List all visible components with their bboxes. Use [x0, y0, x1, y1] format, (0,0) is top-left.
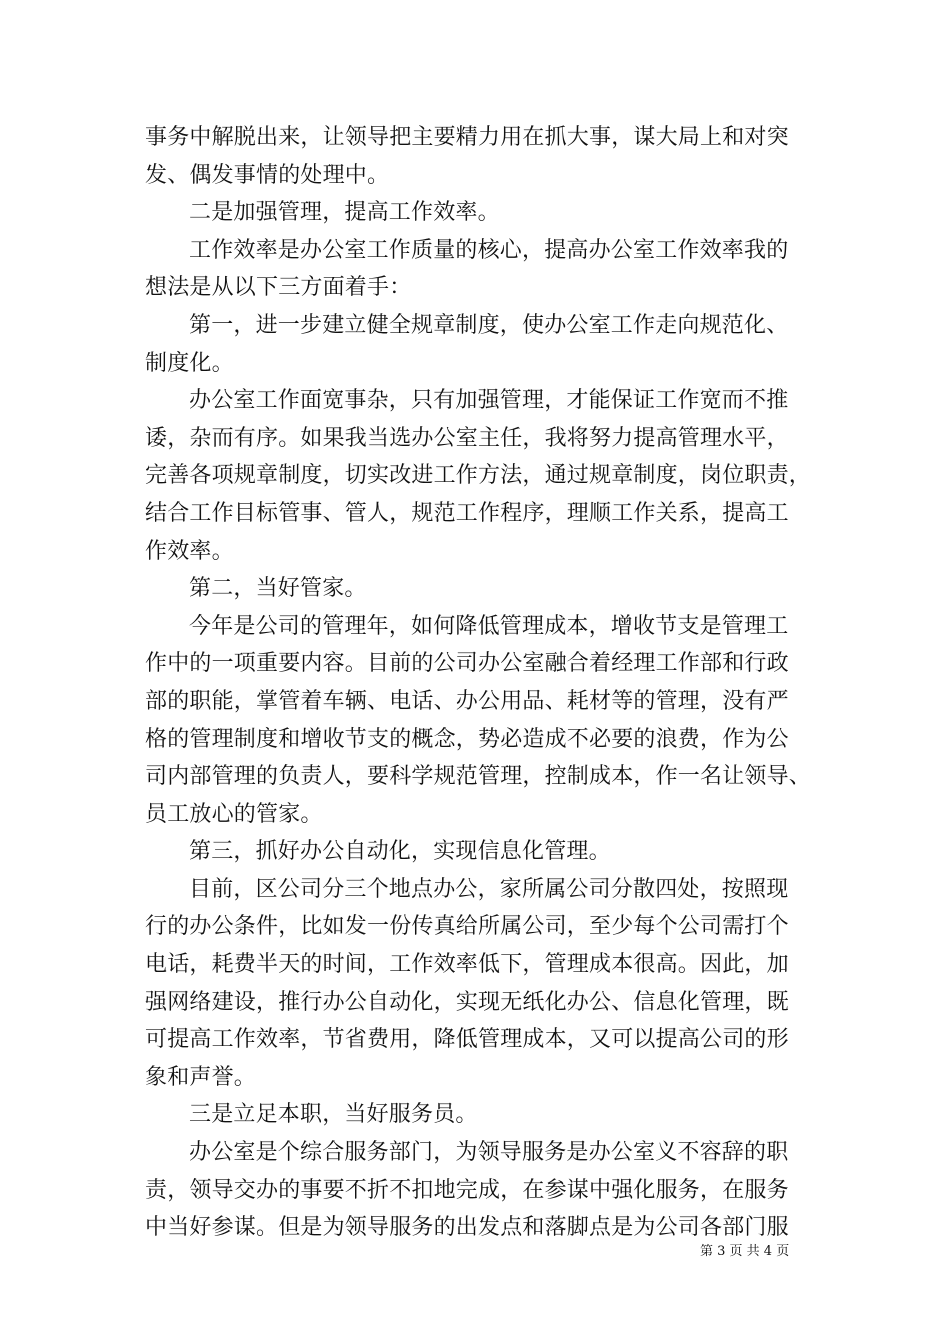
- text-line: 可提高工作效率，节省费用，降低管理成本，又可以提高公司的形: [145, 1027, 789, 1053]
- text-line: 完善各项规章制度，切实改进工作方法，通过规章制度，岗位职责，: [145, 463, 812, 489]
- text-line: 制度化。: [145, 350, 234, 376]
- text-line: 办公室是个综合服务部门，为领导服务是办公室义不容辞的职: [189, 1140, 789, 1166]
- text-line: 作中的一项重要内容。目前的公司办公室融合着经理工作部和行政: [145, 651, 789, 677]
- text-line: 员工放心的管家。: [145, 801, 323, 827]
- text-line: 强网络建设，推行办公自动化，实现无纸化办公、信息化管理，既: [145, 989, 789, 1015]
- text-line: 二是加强管理，提高工作效率。: [189, 200, 500, 226]
- document-body: [145, 119, 817, 1247]
- text-line: 想法是从以下三方面着手：: [145, 275, 412, 301]
- text-line: 今年是公司的管理年，如何降低管理成本，增收节支是管理工: [189, 613, 789, 639]
- page-number-footer: 第 3 页 共 4 页: [700, 1244, 790, 1259]
- text-line: 工作效率是办公室工作质量的核心，提高办公室工作效率我的: [189, 237, 789, 263]
- text-line: 诿，杂而有序。如果我当选办公室主任，我将努力提高管理水平，: [145, 425, 789, 451]
- text-line: 办公室工作面宽事杂，只有加强管理，才能保证工作宽而不推: [189, 388, 789, 414]
- text-line: 部的职能，掌管着车辆、电话、办公用品、耗材等的管理，没有严: [145, 688, 789, 714]
- text-line: 结合工作目标管事、管人，规范工作程序，理顺工作关系，提高工: [145, 500, 789, 526]
- text-line: 作效率。: [145, 538, 234, 564]
- text-line: 第一，进一步建立健全规章制度，使办公室工作走向规范化、: [189, 312, 789, 338]
- text-line: 第二，当好管家。: [189, 576, 367, 602]
- text-line: 象和声誉。: [145, 1064, 257, 1090]
- text-line: 中当好参谋。但是为领导服务的出发点和落脚点是为公司各部门服: [145, 1215, 789, 1241]
- text-line: 格的管理制度和增收节支的概念，势必造成不必要的浪费，作为公: [145, 726, 789, 752]
- text-line: 目前，区公司分三个地点办公，家所属公司分散四处，按照现: [189, 876, 789, 902]
- text-line: 三是立足本职，当好服务员。: [189, 1102, 478, 1128]
- text-line: 第三，抓好办公自动化，实现信息化管理。: [189, 839, 611, 865]
- text-line: 行的办公条件，比如发一份传真给所属公司，至少每个公司需打个: [145, 914, 789, 940]
- text-line: 责，领导交办的事要不折不扣地完成，在参谋中强化服务，在服务: [145, 1177, 789, 1203]
- text-line: 事务中解脱出来，让领导把主要精力用在抓大事，谋大局上和对突: [145, 125, 789, 150]
- text-line: 司内部管理的负责人，要科学规范管理，控制成本，作一名让领导、: [145, 764, 812, 790]
- text-line: 电话，耗费半天的时间，工作效率低下，管理成本很高。因此，加: [145, 952, 789, 978]
- text-line: 发、偶发事情的处理中。: [145, 162, 390, 188]
